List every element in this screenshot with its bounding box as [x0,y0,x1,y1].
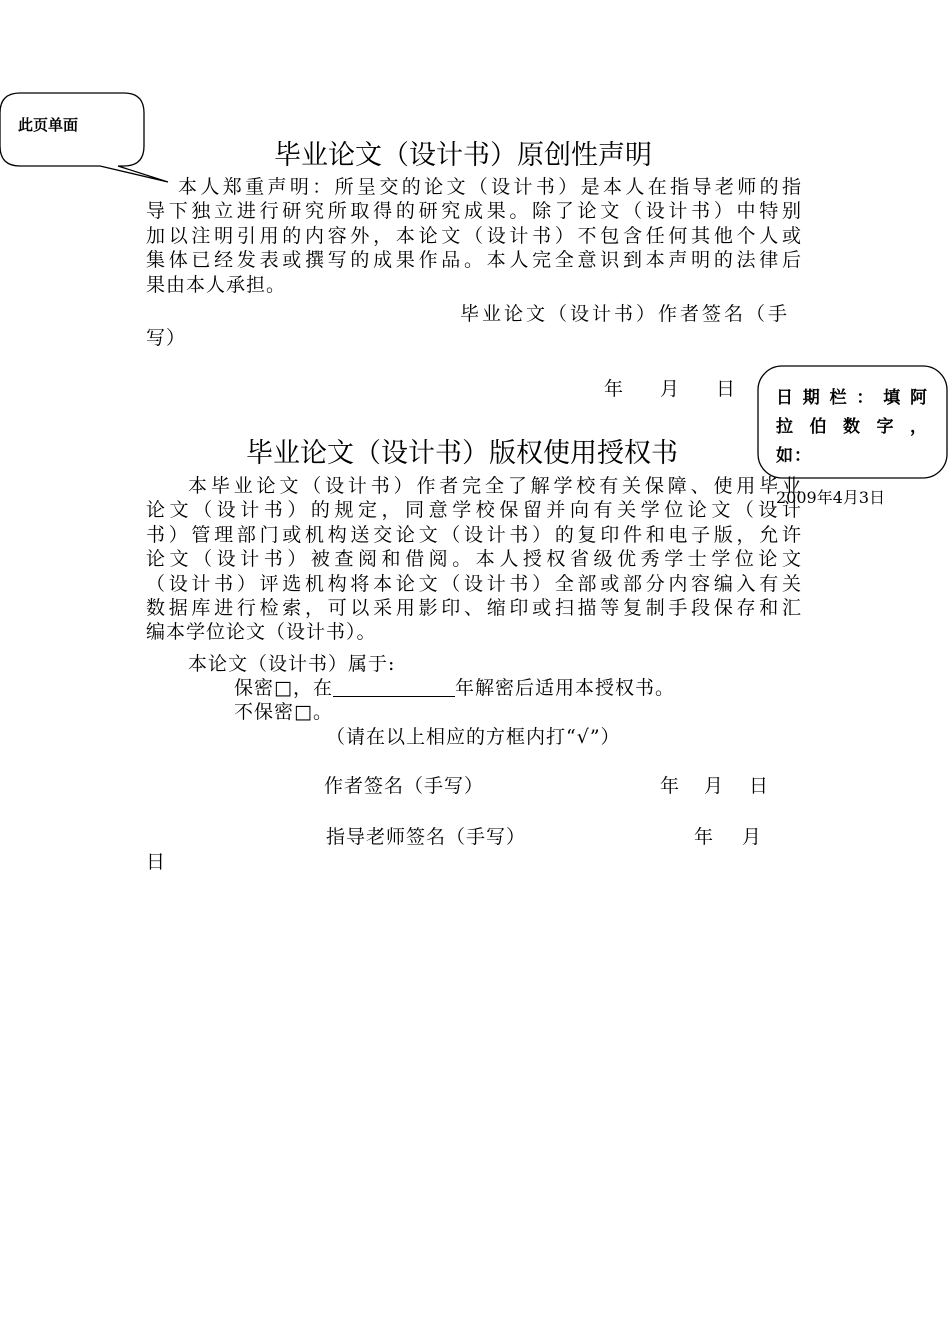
author-date-year: 年 [660,775,681,797]
originality-line: 集体已经发表或撰写的成果作品。本人完全意识到本声明的法律后 [146,249,802,272]
copyright-line: （设计书）评选机构将本论文（设计书）全部或部分内容编入有关 [146,572,802,595]
originality-title: 毕业论文（设计书）原创性声明 [274,140,652,171]
originality-line: 加以注明引用的内容外，本论文（设计书）不包含任何其他个人或 [146,224,802,247]
copyright-line: 数据库进行检索，可以采用影印、缩印或扫描等复制手段保存和汇 [146,597,802,620]
belongs-to-label: 本论文（设计书）属于: [188,653,396,675]
date-callout-example: 2009年4月3日 [776,488,886,507]
check-instruction: （请在以上相应的方框内打“√”） [326,726,621,748]
date-callout-line: 拉伯数字， [776,417,928,437]
date-callout-line: 如： [776,446,812,466]
copyright-title: 毕业论文（设计书）版权使用授权书 [246,438,678,469]
advisor-signature-label: 指导老师签名（手写） [326,826,527,848]
originality-line: 本人郑重声明：所呈交的论文（设计书）是本人在指导老师的指 [178,176,802,198]
author-date-day: 日 [749,775,770,797]
single-page-callout-text: 此页单面 [18,116,79,134]
secret-option-label: 保密□，在 [234,677,333,699]
copyright-line: 论文（设计书）被查阅和借阅。本人授权省级优秀学士学位论文 [146,548,802,571]
copyright-line: 论文（设计书）的规定，同意学校保留并向有关学位论文（设计 [146,499,802,522]
originality-signature-label-wrap: 写） [146,327,187,349]
declassify-year-blank[interactable] [333,676,455,697]
author-signature-label: 作者签名（手写） [324,775,485,797]
originality-line: 导下独立进行研究所取得的研究成果。除了论文（设计书）中特别 [146,200,802,223]
copyright-line: 本毕业论文（设计书）作者完全了解学校有关保障、使用毕业 [188,475,802,497]
copyright-body [146,474,802,645]
copyright-line: 编本学位论文（设计书）。 [146,621,377,644]
secret-option[interactable] [234,673,675,700]
author-date-month: 月 [704,775,725,797]
date-field-callout-text [758,368,946,478]
originality-date-month: 月 [660,378,681,400]
advisor-date-day: 日 [146,851,167,873]
advisor-date-year: 年 [694,826,715,848]
originality-date-day: 日 [716,378,737,400]
date-callout-line: 日期栏：填阿 [776,388,928,408]
secret-option-suffix: 年解密后适用本授权书。 [454,677,675,699]
originality-line: 果由本人承担。 [146,273,287,296]
copyright-line: 书）管理部门或机构送交论文（设计书）的复印件和电子版，允许 [146,523,802,546]
advisor-date-month: 月 [742,826,763,848]
not-secret-option[interactable]: 不保密□。 [234,701,333,723]
originality-date-year: 年 [604,378,625,400]
originality-signature-label: 毕业论文（设计书）作者签名（手 [460,303,791,325]
originality-body [146,175,802,297]
